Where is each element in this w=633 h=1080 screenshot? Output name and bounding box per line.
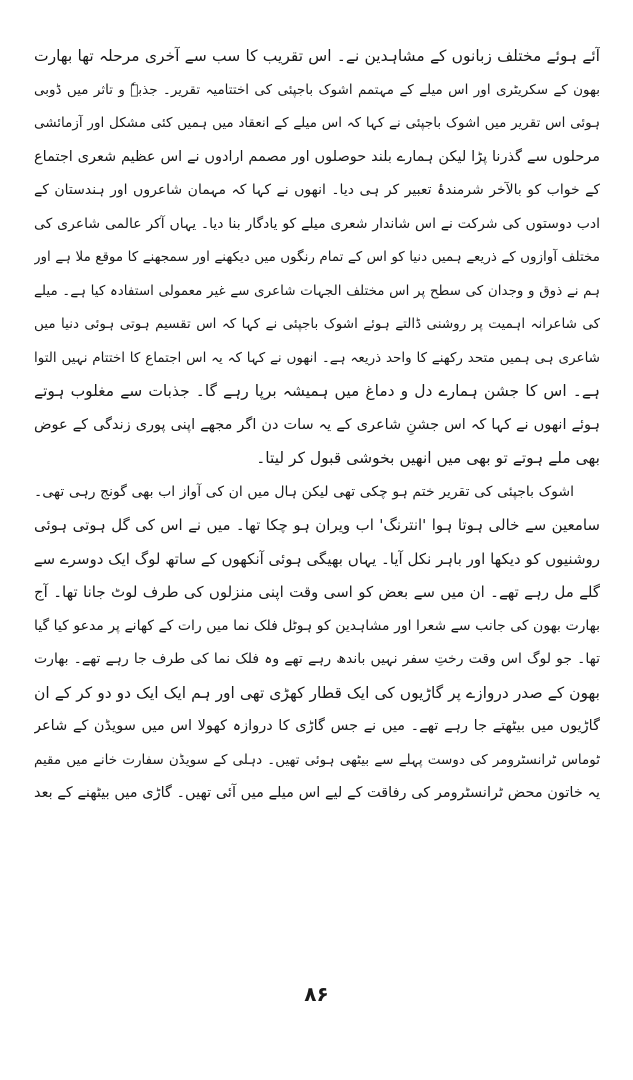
text-line: ہوئی اس تقریر میں اشوک باجپئی نے کہا کہ اس میلے کے انعقاد میں ہمیں کئی مشکل اور آزمائشی: [34, 115, 600, 131]
text-line: گلے مل رہے تھے۔ ان میں سے بعض کو اسی وقت اپنی منزلوں کی طرف لوٹ جانا تھا۔ آج: [34, 583, 600, 601]
body-text: [34, 40, 600, 811]
text-line: یہ خاتون محض ٹرانسٹرومر کی رفاقت کے لیے اس میلے میں آئی تھیں۔ گاڑی میں بیٹھنے کے بعد: [34, 785, 600, 801]
text-line: تھا۔ جو لوگ اس وقت رختِ سفر نہیں باندھ رہے تھے وہ فلک نما کی طرف جا رہے تھے۔ بھارت: [34, 651, 600, 667]
text-line: بھون کے صدر دروازے پر گاڑیوں کی ایک قطار کھڑی تھی اور ہم ایک ایک دو دو کر کے ان: [34, 683, 600, 702]
text-line: ہوئے انھوں نے کہا کہ اس جشنِ شاعری کے یہ سات دن اگر مجھے اپنی پوری زندگی کے عوض: [34, 416, 600, 433]
paragraph-start-line: اشوک باجپئی کی تقریر ختم ہو چکی تھی لیکن ہال میں ان کی آواز اب بھی گونج رہی تھی۔: [34, 483, 574, 500]
text-line: مرحلوں سے گذرنا پڑا لیکن ہمارے بلند حوصلوں اور مصمم ارادوں نے اس عظیم شعری اجتماع: [34, 148, 600, 165]
text-line: ہے۔ اس کا جشن ہمارے دل و دماغ میں ہمیشہ برپا رہے گا۔ جذبات سے مغلوب ہوتے: [34, 382, 600, 400]
text-line: سامعین سے خالی ہوتا ہوا 'انترنگ' اب ویران ہو چکا تھا۔ میں نے اس کی گل ہوتی ہوئی: [34, 516, 600, 534]
text-line: ہم نے ذوق و وجدان کی سطح پر اس مختلف الجہات شاعری سے غیر معمولی استفادہ کیا ہے۔ میلے: [34, 282, 600, 299]
text-line: ادب دوستوں کی شرکت نے اس شاندار شعری میلے کو یادگار بنا دیا۔ یہاں آکر عالمی شاعری کی: [34, 215, 600, 232]
paragraph-end-line: بھی ملے ہوتے تو بھی میں انھیں بخوشی قبول کر لیتا۔: [256, 449, 600, 467]
text-line: ٹوماس ٹرانسٹرومر کی دوست پہلے سے بیٹھی ہوئی تھیں۔ دہلی کے سویڈن سفارت خانے میں مقیم: [34, 751, 600, 768]
text-line: کے خواب کو بالآخر شرمندۂ تعبیر کر ہی دیا۔ انھوں نے کہا کہ مہمان شاعروں اور ہندستان کے: [34, 182, 600, 198]
text-line: آئے ہوئے مختلف زبانوں کے مشاہدین نے۔ اس تقریب کا سب سے آخری مرحلہ تھا بھارت: [34, 47, 600, 65]
text-line: شاعری ہی ہمیں متحد رکھنے کا واحد ذریعہ ہے۔ انھوں نے کہا کہ یہ اس اجتماع کا اختتام نہیں التوا: [34, 349, 600, 366]
text-line: گاڑیوں میں بیٹھتے جا رہے تھے۔ میں نے جس گاڑی کا دروازہ کھولا اس میں سویڈن کے شاعر: [34, 718, 600, 734]
text-line: کی شاعرانہ اہمیت پر روشنی ڈالتے ہوئے اشوک باجپئی نے کہا کہ اس تقسیم ہوتی ہوئی دنیا میں: [34, 316, 600, 332]
text-line: مختلف آوازوں کے ذریعے ہمیں دنیا کو اس کے تمام رنگوں میں دیکھنے اور سمجھنے کا موقع ملا ہے اور: [34, 249, 600, 265]
page-number: ۸۶: [304, 982, 329, 1006]
text-line: بھارت بھون کی جانب سے شعرا اور مشاہدین کو ہوٹل فلک نما میں رات کے کھانے پر مدعو کیا گیا: [34, 617, 600, 634]
text-line: روشنیوں کو دیکھا اور باہر نکل آیا۔ یہاں بھیگی ہوئی آنکھوں کے ساتھ لوگ ایک دوسرے سے: [34, 549, 600, 568]
text-line: بھون کے سکریٹری اور اس میلے کے مہتمم اشوک باجپئی کی اختتامیہ تقریر۔ جذبہٗ و تاثر میں ڈوبی: [34, 81, 600, 98]
